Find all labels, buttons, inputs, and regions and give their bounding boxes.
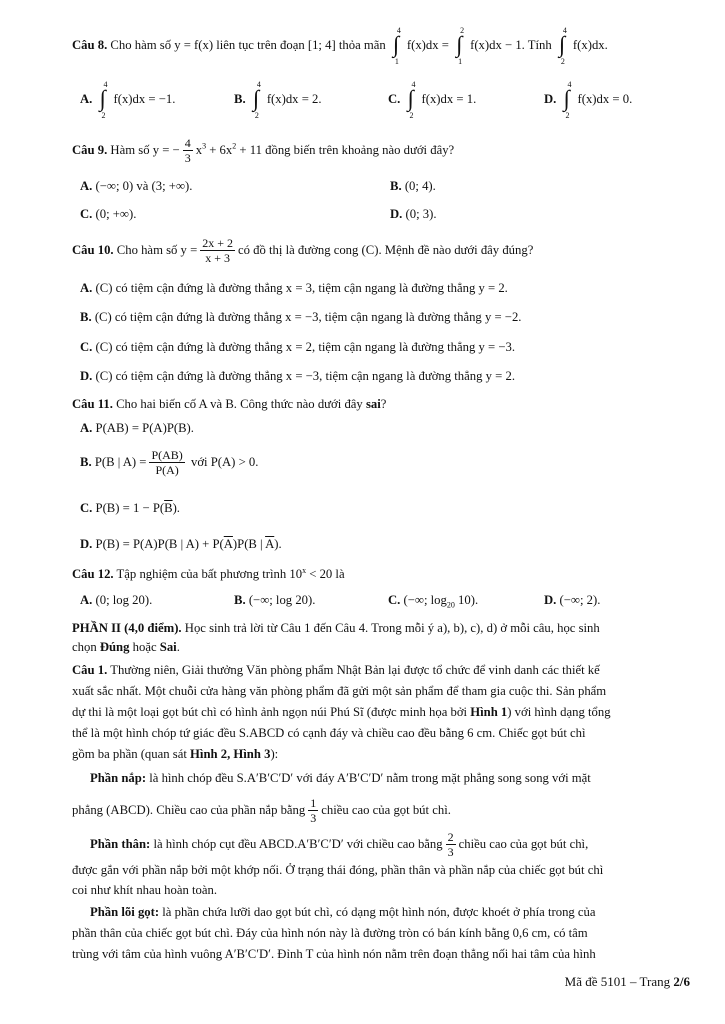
fraction: $\frac{P(AB)}{P(A)}$ [151, 448, 183, 478]
option-c[interactable]: C. (−∞; $\log_{20} 10$). [388, 593, 479, 610]
option-b[interactable]: B. 4 ∫ 2 f(x)dx = 2. [234, 80, 322, 120]
option-a[interactable]: A. (−∞; 0) và (3; +∞). [80, 179, 193, 193]
page-footer: Mã đề 5101 – Trang 2/6 [564, 974, 690, 989]
integral-symbol: 4 ∫ 1 [392, 26, 401, 66]
question-label: Câu 11. [72, 397, 113, 411]
question-12: Câu 12. Tập nghiệm của bất phương trình $10^x < 20$ là [72, 566, 345, 582]
fraction: $\frac{2x + 2}{x + 3}$ [202, 236, 234, 266]
body-part-cont: được gắn với phần nắp bởi một khớp nối. Ở trạng thái đóng, phần thân và phần nắp của chiếc gọt bút chì [72, 863, 604, 877]
option-a[interactable]: A. P(AB) = P(A)P(B). [80, 421, 194, 435]
option-d[interactable]: D. (C) có tiệm cận đứng là đường thẳng x = −3, tiệm cận ngang là đường thẳng y = 2. [80, 369, 516, 383]
option-a[interactable]: A. (0; log 20). [80, 593, 153, 607]
problem-1-line: Câu 1. Thường niên, Giải thưởng Văn phòng phẩm Nhật Bản lại được tổ chức để vinh danh các thiết kế [72, 663, 600, 677]
option-d[interactable]: D. 4 ∫ 2 f(x)dx = 0. [544, 80, 633, 120]
lid-part: Phần nắp: là hình chóp đều S.A′B′C′D′ với đáy A′B′C′D′ nằm trong mặt phẳng song song với mặt [90, 771, 591, 785]
option-a[interactable]: A. (C) có tiệm cận đứng là đường thẳng x = 3, tiệm cận ngang là đường thẳng y = 2. [80, 281, 508, 295]
option-b[interactable]: B. (−∞; log 20). [234, 593, 316, 607]
integral-body: f(x)dx − 1. Tính [470, 37, 552, 52]
integral-symbol: 2 ∫ 1 [456, 26, 465, 66]
question-text: Cho hàm số y = f(x) liên tục trên đoạn [1; 4] thỏa mãn [110, 37, 386, 52]
integral-symbol: 4 ∫ 2 [558, 26, 567, 66]
question-8 [72, 28, 690, 64]
problem-1-line: dự thi là một loại gọt bút chì có hình ảnh ngọn núi Phú Sĩ (được minh họa bởi Hình 1) với hình dạng tổng [72, 705, 611, 719]
problem-1-line: gồm ba phần (quan sát Hình 2, Hình 3): [72, 747, 279, 761]
option-c[interactable]: C. (C) có tiệm cận đứng là đường thẳng x = 2, tiệm cận ngang là đường thẳng y = −3. [80, 340, 516, 354]
core-part-cont: trùng với tâm của hình vuông A′B′C′D′. Đỉnh T của hình nón nằm trên đoạn thẳng nối hai tâm của hình [72, 947, 596, 961]
core-part: Phần lõi gọt: là phần chứa lưỡi dao gọt bút chì, có dạng một hình nón, được khoét ở phía trong của [90, 905, 596, 919]
question-label: Câu 8. [72, 37, 108, 52]
option-c[interactable]: C. 4 ∫ 2 f(x)dx = 1. [388, 80, 477, 120]
question-10: Câu 10. Cho hàm số y = $\frac{2x + 2}{x + 3}$ có đồ thị là đường cong (C). Mệnh đề nào dưới đây đúng? [72, 236, 534, 266]
problem-1-line: thể là một hình chóp tứ giác đều S.ABCD có cạnh đáy và chiều cao đều bằng 6 cm. Chiếc gọt bút chì [72, 726, 586, 740]
option-d[interactable]: D. P(B) = P(A)P(B | $A) + P(\overline{A})P(B$ | $\overline{A}$). [80, 537, 282, 551]
option-c[interactable]: C. $P(B) = 1 - P(\overline{B})$. [80, 501, 180, 515]
option-c[interactable]: C. (0; +∞). [80, 207, 137, 221]
exam-page [72, 0, 690, 1024]
option-b[interactable]: B. (C) có tiệm cận đứng là đường thẳng x = −3, tiệm cận ngang là đường thẳng y = −2. [80, 310, 522, 324]
fraction: $\frac{2}{3}$ [447, 830, 454, 860]
option-d[interactable]: D. (0; 3). [390, 207, 437, 221]
problem-1-line: xuất sắc nhất. Một chuỗi cửa hàng văn phòng phẩm đã gửi một sản phẩm để tham gia cuộc thi. Sản phẩm [72, 684, 607, 698]
option-a[interactable]: A. 4 ∫ 2 f(x)dx = −1. [80, 80, 176, 120]
core-part-cont: phần thân của chiếc gọt bút chì. Đáy của hình nón này là đường tròn có bán kính bằng 0,6 cm, có tâm [72, 926, 588, 940]
question-label: Câu 12. [72, 567, 114, 582]
option-b[interactable]: B. P(B | A) = $\frac{P(AB)}{P(A)}$ với P(A) > 0. [80, 448, 259, 478]
fraction: $\frac{1}{3}$ [310, 796, 317, 826]
fraction: $\frac{4}{3}$ [184, 136, 191, 166]
option-b[interactable]: B. (0; 4). [390, 179, 436, 193]
option-d[interactable]: D. (−∞; 2). [544, 593, 601, 607]
body-part-cont: coi như khít nhau hoàn toàn. [72, 883, 218, 897]
body-part: Phần thân: là hình chóp cụt đều ABCD.A′B′C′D′ với chiều cao bằng $\frac{2}{3}$ chiều cao của gọt bút chì, [90, 830, 589, 860]
integral-body: f(x)dx. [572, 37, 608, 52]
part-2-heading: PHẦN II (4,0 điểm). Học sinh trả lời từ Câu 1 đến Câu 4. Trong mỗi ý a), b), c), d) ở mỗi câu, học sinh [72, 621, 600, 635]
integral-body: f(x)dx = [406, 37, 449, 52]
question-9: Câu 9. Hàm số y = − $\frac{4}{3}$ $x^3 + 6x^2 + 11$ đồng biến trên khoảng nào dưới đây? [72, 136, 455, 166]
question-label: Câu 10. [72, 242, 114, 257]
question-label: Câu 9. [72, 142, 108, 157]
lid-part-cont: phẳng (ABCD). Chiều cao của phần nắp bằng $\frac{1}{3}$ chiều cao của gọt bút chì. [72, 796, 451, 826]
part-2-instructions: chọn Đúng hoặc Sai. [72, 640, 180, 654]
question-11: Câu 11. Cho hai biến cố A và B. Công thức nào dưới đây sai? [72, 397, 387, 411]
